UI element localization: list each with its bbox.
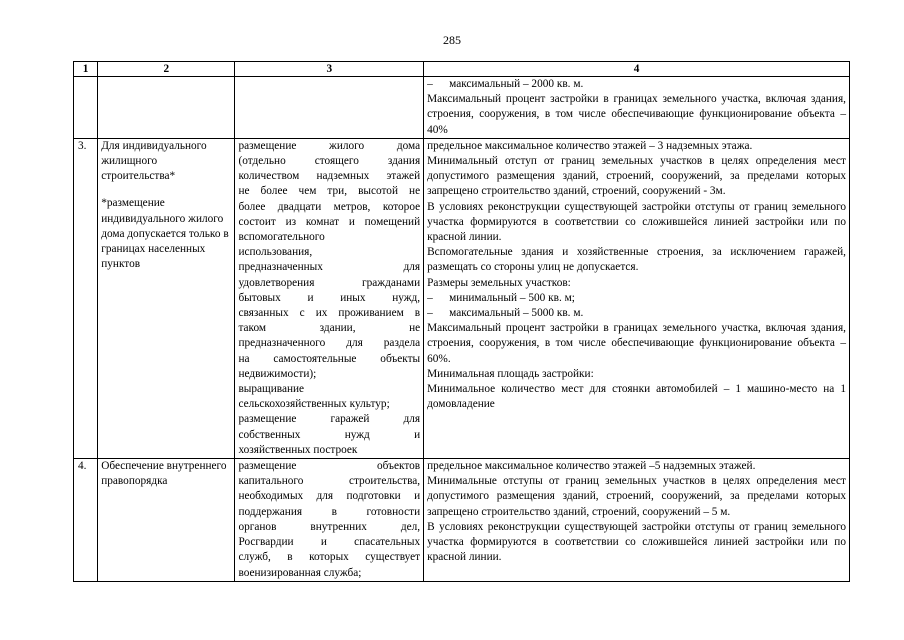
table-row — [74, 138, 850, 458]
description-line: размещение объектов — [238, 460, 421, 473]
header-col-3: 3 — [235, 62, 424, 77]
description-line: удовлетворения гражданами — [238, 276, 421, 289]
param-item: Вспомогательные здания и хозяйственные строения, за исключением гаражей, размещать со стороны улиц не допускается. — [427, 246, 846, 274]
param-item: Минимальный отступ от границ земельных участков в целях определения мест допустимого размещения зданий, строений, сооружений, за пределами которых запрещено строительство зданий, строений, сооружений - 3м. — [427, 155, 846, 198]
description-line: капитального строительства, — [238, 475, 421, 488]
description-line: собственных нужд и — [238, 428, 421, 441]
description-line: предназначенного для раздела — [238, 337, 421, 350]
param-item: – максимальный – 2000 кв. м. — [427, 77, 846, 92]
param-item: предельное максимальное количество этажей –5 надземных этажей. — [427, 460, 756, 473]
use-type-title: Для индивидуального жилищного строительства* — [101, 139, 207, 183]
page-number: 285 — [443, 33, 461, 47]
description-line: военизированная служба; — [238, 566, 362, 579]
description-line: на самостоятельные объекты — [238, 352, 421, 365]
param-item: Размеры земельных участков: — [427, 276, 571, 289]
header-col-2: 2 — [98, 62, 235, 77]
dash-marker: – — [427, 78, 433, 90]
regulations-table — [73, 61, 850, 582]
param-item: Максимальный процент застройки в границах земельного участка, включая здания, строения, сооружения, в том числе обеспечивающие функционирование объекта – 60%. — [427, 322, 846, 365]
table-row — [74, 459, 850, 582]
description-line: недвижимости); — [238, 367, 317, 380]
cell-parameters — [424, 77, 850, 139]
param-item: – максимальный – 5000 кв. м. — [427, 306, 846, 321]
description-line: связанных с их проживанием в — [238, 307, 421, 320]
param-item: Максимальный процент застройки в границах земельного участка, включая здания, строения, сооружения, в том числе обеспечивающие функционирование объекта – 40% — [427, 93, 846, 136]
dash-marker: – — [427, 291, 433, 304]
param-item: Минимальные отступы от границ земельных участков в целях определения мест допустимого размещения зданий, строений, сооружений, за пределами которых запрещено строительство зданий, строений, сооружений – 5 м. — [427, 475, 846, 518]
description-line: предназначенных для — [238, 261, 421, 274]
table-header-row — [74, 62, 850, 77]
description-line: хозяйственных построек — [238, 443, 358, 456]
description-line: (отдельно стоящего здания — [238, 155, 421, 168]
use-type-note: *размещение индивидуального жилого дома допускается только в границах населенных пунктов — [101, 197, 229, 271]
dash-marker: – — [427, 307, 433, 320]
param-item: В условиях реконструкции существующей застройки отступы от границ земельного участка формируются в соответствии со сложившейся линией застройки или по красной линии. — [427, 200, 846, 244]
param-item: предельное максимальное количество этажей – 3 надземных этажа. — [427, 139, 753, 152]
description-line: поддержания в готовности — [238, 505, 421, 518]
description-line: органов внутренних дел, — [238, 520, 421, 533]
table-row — [74, 77, 850, 139]
cell-type — [98, 459, 235, 582]
cell-description — [235, 77, 424, 139]
cell-description — [235, 459, 424, 582]
description-line: не более чем три, высотой не — [238, 185, 421, 198]
description-line: выращивание — [238, 383, 305, 396]
description-line: служб, в которых существует — [238, 551, 421, 564]
description-line: бытовых и иных нужд, — [238, 291, 421, 304]
description-line: таком здании, не — [238, 322, 421, 335]
cell-num: 4. — [74, 459, 98, 582]
cell-type — [98, 77, 235, 139]
header-col-4: 4 — [424, 62, 850, 77]
param-item: – минимальный – 500 кв. м; — [427, 291, 846, 306]
cell-num — [74, 77, 98, 139]
cell-parameters — [424, 138, 850, 458]
param-item: Минимальная площадь застройки: — [427, 367, 594, 380]
description-line: вспомогательного — [238, 231, 325, 244]
description-line: размещение жилого дома — [238, 139, 421, 152]
cell-type — [98, 138, 235, 458]
cell-parameters — [424, 459, 850, 582]
description-line: использования, — [238, 246, 313, 259]
description-line: более двадцати метров, которое — [238, 200, 421, 213]
description-line: размещение гаражей для — [238, 413, 421, 426]
use-type-title: Обеспечение внутреннего правопорядка — [101, 460, 227, 488]
description-line: необходимых для подготовки и — [238, 490, 421, 503]
param-item: Минимальное количество мест для стоянки автомобилей – 1 машино-место на 1 домовладение — [427, 383, 846, 411]
header-col-1: 1 — [74, 62, 98, 77]
cell-description — [235, 138, 424, 458]
param-item: В условиях реконструкции существующей застройки отступы от границ земельного участка формируются в соответствии со сложившейся линией застройки или по красной линии. — [427, 520, 846, 564]
cell-num: 3. — [74, 138, 98, 458]
description-line: сельскохозяйственных культур; — [238, 398, 390, 411]
description-line: состоит из комнат и помещений — [238, 215, 421, 228]
description-line: Росгвардии и спасательных — [238, 536, 421, 549]
description-line: количеством надземных этажей — [238, 170, 421, 183]
